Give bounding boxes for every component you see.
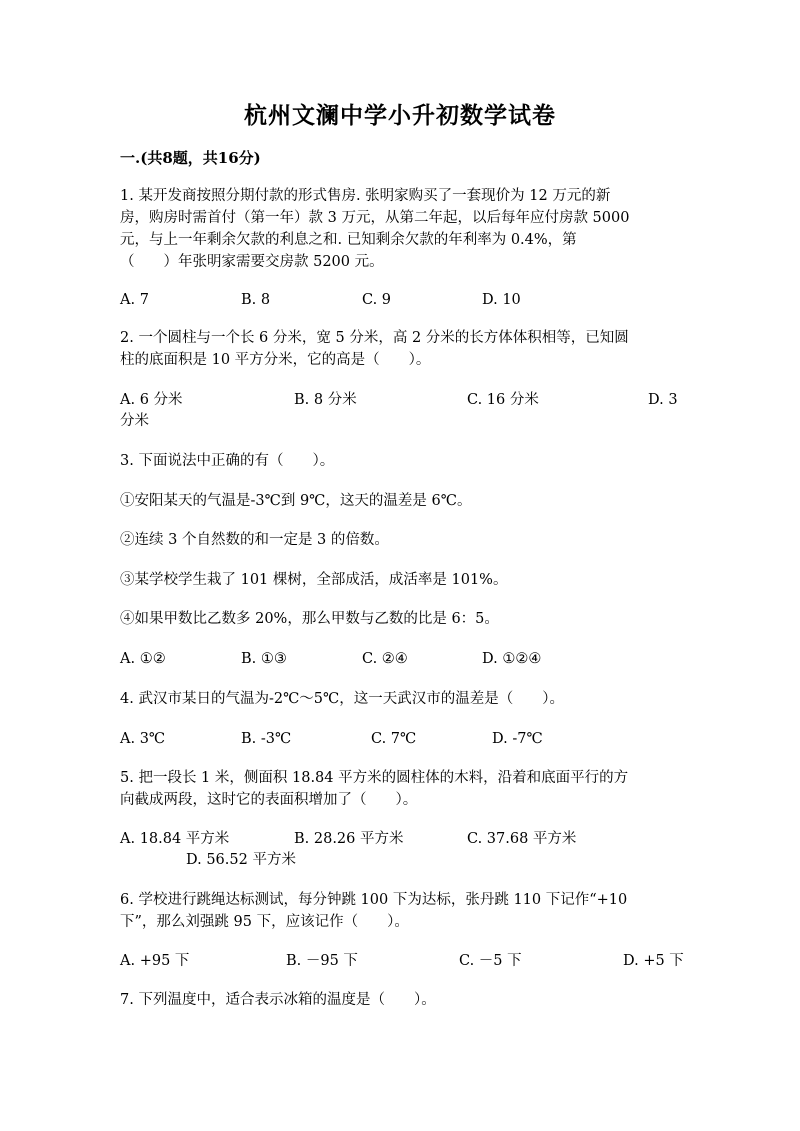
statement-4: ④如果甲数比乙数多 20%，那么甲数与乙数的比是 6：5。 xyxy=(120,611,499,627)
option-d[interactable]: D. 10 xyxy=(482,292,521,308)
question-line: 6. 学校进行跳绳达标测试，每分钟跳 100 下为达标，张丹跳 110 下记作“+10 xyxy=(120,892,628,908)
section-heading: 一.(共8题，共16分) xyxy=(120,149,261,167)
statement-3: ③某学校学生栽了 101 棵树，全部成活，成活率是 101%。 xyxy=(120,572,508,588)
question-6-options xyxy=(120,950,690,972)
question-line: 5. 把一段长 1 米，侧面积 18.84 平方米的圆柱体的木料，沿着和底面平行的方 xyxy=(120,770,629,786)
statement-2: ②连续 3 个自然数的和一定是 3 的倍数。 xyxy=(120,532,389,548)
question-2-options xyxy=(120,389,690,411)
option-b[interactable]: B. ①③ xyxy=(241,651,287,667)
option-d[interactable]: D. 3 xyxy=(648,392,678,408)
question-line: 1. 某开发商按照分期付款的形式售房. 张明家购买了一套现价为 12 万元的新 xyxy=(120,188,611,204)
option-b[interactable]: B. 8 分米 xyxy=(294,392,357,408)
option-c[interactable]: C. 37.68 平方米 xyxy=(467,831,577,847)
question-line: 下”，那么刘强跳 95 下，应该记作（ ）。 xyxy=(120,914,409,930)
option-b[interactable]: B. 28.26 平方米 xyxy=(294,831,404,847)
option-b[interactable]: B. 8 xyxy=(241,292,271,308)
exam-title: 杭州文澜中学小升初数学试卷 xyxy=(244,102,556,129)
option-c[interactable]: C. －5 下 xyxy=(459,953,522,969)
question-line: 柱的底面积是 10 平方分米，它的高是（ ）。 xyxy=(120,352,431,368)
question-line: 向截成两段，这时它的表面积增加了（ ）。 xyxy=(120,792,418,808)
option-c[interactable]: C. 9 xyxy=(362,292,392,308)
question-line: 3. 下面说法中正确的有（ ）。 xyxy=(120,453,335,469)
question-3-options xyxy=(120,648,690,670)
question-5-options-row2 xyxy=(120,849,690,871)
option-d[interactable]: D. +5 下 xyxy=(623,953,684,969)
option-a[interactable]: A. 3℃ xyxy=(120,731,166,747)
option-c[interactable]: C. ②④ xyxy=(362,651,408,667)
option-a[interactable]: A. +95 下 xyxy=(120,953,190,969)
question-line: 元，与上一年剩余欠款的利息之和. 已知剩余欠款的年利率为 0.4%，第 xyxy=(120,232,577,248)
option-c[interactable]: C. 7℃ xyxy=(371,731,417,747)
option-a[interactable]: A. 6 分米 xyxy=(120,392,183,408)
statement-1: ①安阳某天的气温是-3℃到 9℃，这天的温差是 6℃。 xyxy=(120,493,472,509)
question-line: 7. 下列温度中，适合表示冰箱的温度是（ ）。 xyxy=(120,992,436,1008)
question-5 xyxy=(120,767,682,811)
option-d[interactable]: D. ①②④ xyxy=(482,651,542,667)
option-b[interactable]: B. －95 下 xyxy=(286,953,358,969)
option-d[interactable]: D. -7℃ xyxy=(492,731,543,747)
option-b[interactable]: B. -3℃ xyxy=(241,731,292,747)
question-2-option-wrap xyxy=(120,410,690,432)
question-2 xyxy=(120,327,682,371)
question-4-options xyxy=(120,728,690,750)
question-5-options xyxy=(120,828,690,850)
option-a[interactable]: A. 7 xyxy=(120,292,149,308)
question-line: 2. 一个圆柱与一个长 6 分米，宽 5 分米，高 2 分米的长方体体积相等，已知圆 xyxy=(120,330,629,346)
question-6 xyxy=(120,889,682,933)
option-d[interactable]: D. 56.52 平方米 xyxy=(186,852,296,868)
option-a[interactable]: A. 18.84 平方米 xyxy=(120,831,230,847)
question-7 xyxy=(120,989,682,1011)
question-1-options xyxy=(120,289,690,311)
question-1 xyxy=(120,185,682,273)
question-line: 4. 武汉市某日的气温为-2℃～5℃，这一天武汉市的温差是（ ）。 xyxy=(120,691,564,707)
option-c[interactable]: C. 16 分米 xyxy=(467,392,539,408)
question-line: 房，购房时需首付（第一年）款 3 万元，从第二年起，以后每年应付房款 5000 xyxy=(120,210,630,226)
option-d-continued: 分米 xyxy=(120,413,149,429)
question-line: （ ）年张明家需要交房款 5200 元。 xyxy=(120,254,384,270)
question-3 xyxy=(120,450,682,472)
option-a[interactable]: A. ①② xyxy=(120,651,166,667)
question-4 xyxy=(120,688,682,710)
